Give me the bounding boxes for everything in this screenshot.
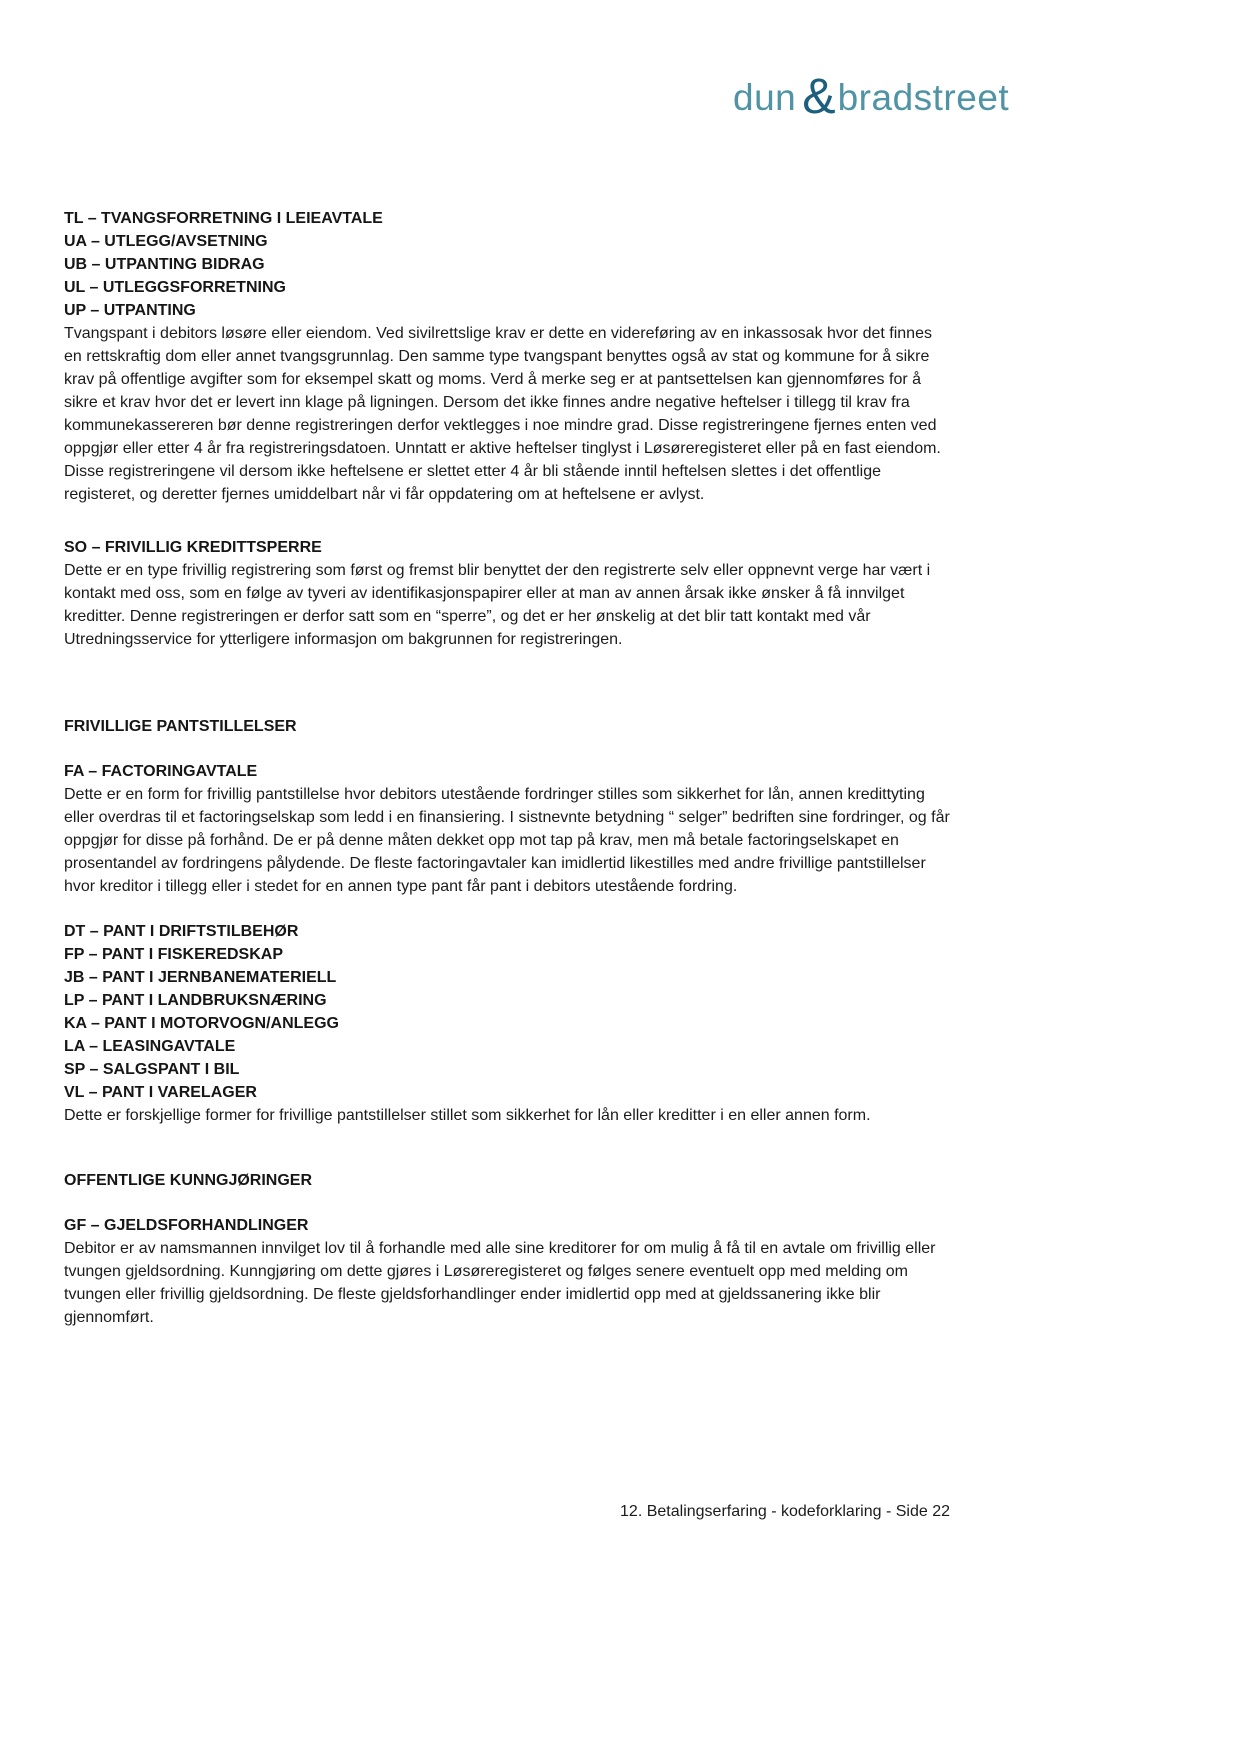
code-heading-jb: JB – PANT I JERNBANEMATERIELL bbox=[64, 969, 337, 986]
code-heading-ul: UL – UTLEGGSFORRETNING bbox=[64, 279, 286, 296]
logo-ampersand-icon: & bbox=[802, 68, 836, 124]
code-heading-up: UP – UTPANTING bbox=[64, 302, 196, 319]
code-heading-dt: DT – PANT I DRIFTSTILBEHØR bbox=[64, 923, 299, 940]
logo-word-bradstreet: bradstreet bbox=[837, 77, 1010, 118]
code-group-gf bbox=[64, 1214, 950, 1329]
paragraph-tvangspant: Tvangspant i debitors løsøre eller eiendom. Ved sivilrettslige krav er dette en videreføring av en inkassosak hvor det finnes en rettskraftig dom eller annet tvangsgrunnlag. Den samme type tvangspant benyttes også av stat og kommune for å sikre krav på offentlige avgifter som for eksempel skatt og moms. Verd å merke seg er at pantsettelsen kan gjennomføres for å sikre et krav hvor det er levert inn klage på ligningen. Dersom det ikke finnes andre negative heftelser i tillegg til krav fra kommunekassereren bør denne registreringen derfor vektlegges i noe mindre grad. Disse registreringene fjernes enten ved oppgjør eller etter 4 år fra registreringsdatoen. Unntatt er aktive heftelser tinglyst i Løsøreregisteret eller på en fast eiendom. Disse registreringene vil dersom ikke heftelsene er slettet etter 4 år bli stående inntil heftelsen slettes i det offentlige registeret, og deretter fjernes umiddelbart når vi får oppdatering om at heftelsene er avlyst. bbox=[64, 325, 941, 503]
code-heading-so: SO – FRIVILLIG KREDITTSPERRE bbox=[64, 539, 322, 556]
code-group-fa bbox=[64, 760, 950, 898]
code-heading-lp: LP – PANT I LANDBRUKSNÆRING bbox=[64, 992, 327, 1009]
paragraph-fa: Dette er en form for frivillig pantstillelse hvor debitors utestående fordringer stilles som sikkerhet for lån, annen kredittyting eller overdras til et factoringselskap som ledd i en finansiering. I sistnevnte betydning “ selger” bedriften sine fordringer, og får oppgjør for disse på forhånd. De er på denne måten dekket opp mot tap på krav, men må betale factoringselskapet en prosentandel av fordringens pålydende. De fleste factoringavtaler kan imidlertid likestilles med andre frivillige pantstillelser hvor kreditor i tillegg eller i stedet for en annen type pant får pant i debitors utestående fordring. bbox=[64, 786, 950, 895]
paragraph-pant: Dette er forskjellige former for frivillige pantstillelser stillet som sikkerhet for lån eller kreditter i en eller annen form. bbox=[64, 1107, 871, 1124]
code-heading-ka: KA – PANT I MOTORVOGN/ANLEGG bbox=[64, 1015, 339, 1032]
section-title-frivillige-pantstillelser: FRIVILLIGE PANTSTILLELSER bbox=[64, 718, 297, 735]
page-footer: 12. Betalingserfaring - kodeforklaring - Side 22 bbox=[620, 1503, 950, 1520]
document-content bbox=[64, 0, 950, 1329]
code-heading-fa: FA – FACTORINGAVTALE bbox=[64, 763, 258, 780]
code-heading-tl: TL – TVANGSFORRETNING I LEIEAVTALE bbox=[64, 210, 383, 227]
code-heading-gf: GF – GJELDSFORHANDLINGER bbox=[64, 1217, 309, 1234]
logo-word-dun: dun bbox=[733, 77, 797, 118]
code-heading-la: LA – LEASINGAVTALE bbox=[64, 1038, 236, 1055]
code-heading-vl: VL – PANT I VARELAGER bbox=[64, 1084, 257, 1101]
code-heading-sp: SP – SALGSPANT I BIL bbox=[64, 1061, 240, 1078]
section-title-offentlige-kunngjoringer: OFFENTLIGE KUNNGJØRINGER bbox=[64, 1172, 313, 1189]
code-heading-ua: UA – UTLEGG/AVSETNING bbox=[64, 233, 268, 250]
paragraph-gf: Debitor er av namsmannen innvilget lov til å forhandle med alle sine kreditorer for om mulig å få til en avtale om frivillig eller tvungen gjeldsordning. Kunngjøring om dette gjøres i Løsøreregisteret og følges senere eventuelt opp med melding om tvungen eller frivillig gjeldsordning. De fleste gjeldsforhandlinger ender imidlertid opp med at gjeldssanering ikke blir gjennomført. bbox=[64, 1240, 936, 1326]
code-group-pant bbox=[64, 920, 950, 1127]
code-group-tvangspant bbox=[64, 207, 950, 506]
code-group-so bbox=[64, 536, 950, 651]
code-heading-ub: UB – UTPANTING BIDRAG bbox=[64, 256, 265, 273]
paragraph-so: Dette er en type frivillig registrering som først og fremst blir benyttet der den registrerte selv eller oppnevnt verge har vært i kontakt med oss, som en følge av tyveri av identifikasjonspapirer eller at man av annen årsak ikke ønsker å få innvilget kreditter. Denne registreringen er derfor satt som en “sperre”, og det er her ønskelig at det blir tatt kontakt med vår Utredningsservice for ytterligere informasjon om bakgrunnen for registreringen. bbox=[64, 562, 931, 648]
code-heading-fp: FP – PANT I FISKEREDSKAP bbox=[64, 946, 283, 963]
